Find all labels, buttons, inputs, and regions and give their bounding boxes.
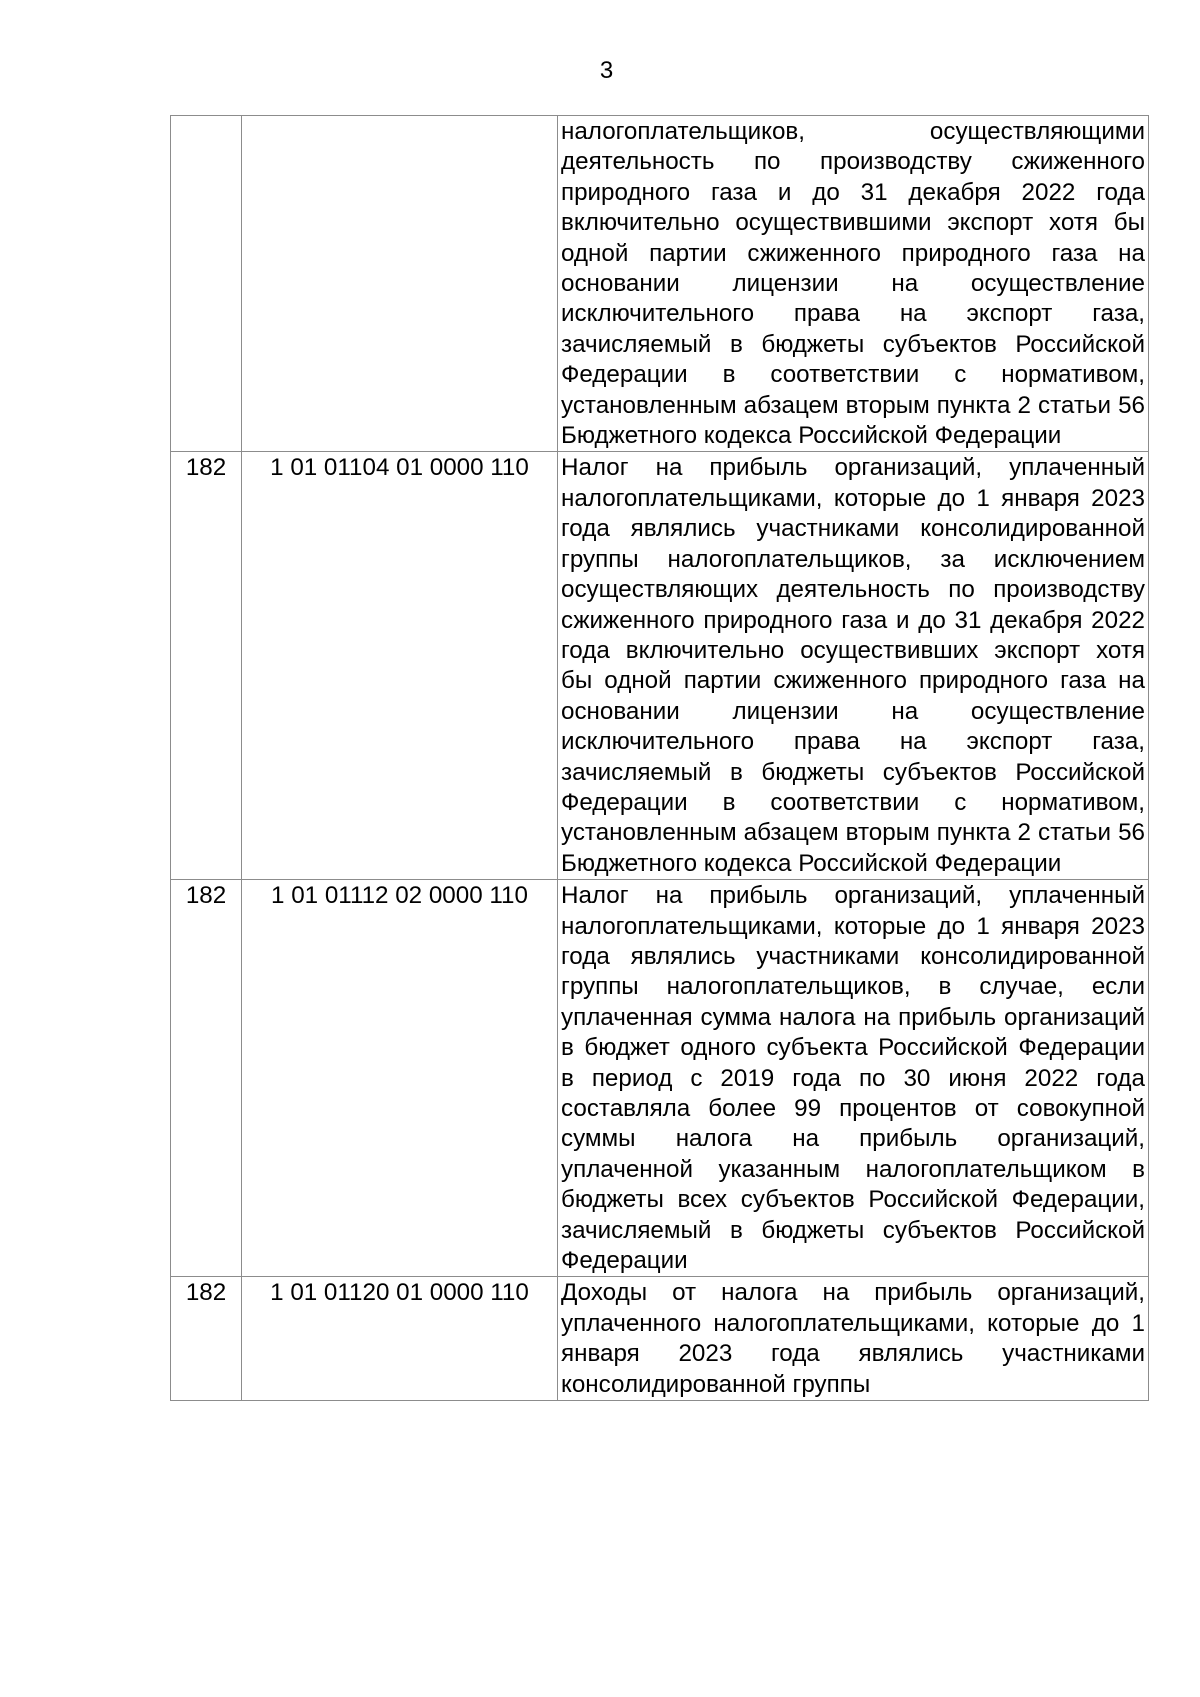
kbk-code-cell [242,116,558,452]
description-text: Доходы от налога на прибыль организаций, уплаченного налогоплательщиками, которые до 1 января 2023 года являлись участниками консолидированной группы [561,1279,1145,1398]
kbk-code-cell: 1 01 01104 01 0000 110 [242,452,558,880]
page-number: 3 [599,57,614,84]
description-cell [558,880,1149,1277]
table-row [171,880,1149,1277]
revenue-codes-table [170,115,1149,1401]
table-row [171,1277,1149,1401]
admin-code-cell: 182 [171,452,242,880]
description-text: Налог на прибыль организаций, уплаченный налогоплательщиками, которые до 1 января 2023 года являлись участниками консолидированной группы налогоплательщиков, за исключением осуществляющих деятельность по производству сжиженного природного газа и до 31 декабря 2022 года включительно осуществивших экспорт хотя бы одной партии сжиженного природного газа на основании лицензии на осуществление исключительного права на экспорт газа, зачисляемый в бюджеты субъектов Российской Федерации в соответствии с нормативом, установленным абзацем вторым пункта 2 статьи 56 Бюджетного кодекса Российской Федерации [561,454,1145,877]
admin-code-cell: 182 [171,880,242,1277]
description-cell [558,116,1149,452]
table-row [171,452,1149,880]
description-cell [558,1277,1149,1401]
description-text: налогоплательщиков, осуществляющими деятельность по производству сжиженного природного газа и до 31 декабря 2022 года включительно осуществившими экспорт хотя бы одной партии сжиженного природного газа на основании лицензии на осуществление исключительного права на экспорт газа, зачисляемый в бюджеты субъектов Российской Федерации в соответствии с нормативом, установленным абзацем вторым пункта 2 статьи 56 Бюджетного кодекса Российской Федерации [561,118,1145,450]
kbk-code-cell: 1 01 01120 01 0000 110 [242,1277,558,1401]
admin-code-cell [171,116,242,452]
description-text: Налог на прибыль организаций, уплаченный налогоплательщиками, которые до 1 января 2023 года являлись участниками консолидированной группы налогоплательщиков, в случае, если уплаченная сумма налога на прибыль организаций в бюджет одного субъекта Российской Федерации в период с 2019 года по 30 июня 2022 года составляла более 99 процентов от совокупной суммы налога на прибыль организаций, уплаченной указанным налогоплательщиком в бюджеты всех субъектов Российской Федерации, зачисляемый в бюджеты субъектов Российской Федерации [561,882,1145,1275]
kbk-code-cell: 1 01 01112 02 0000 110 [242,880,558,1277]
admin-code-cell: 182 [171,1277,242,1401]
table-row [171,116,1149,452]
description-cell [558,452,1149,880]
